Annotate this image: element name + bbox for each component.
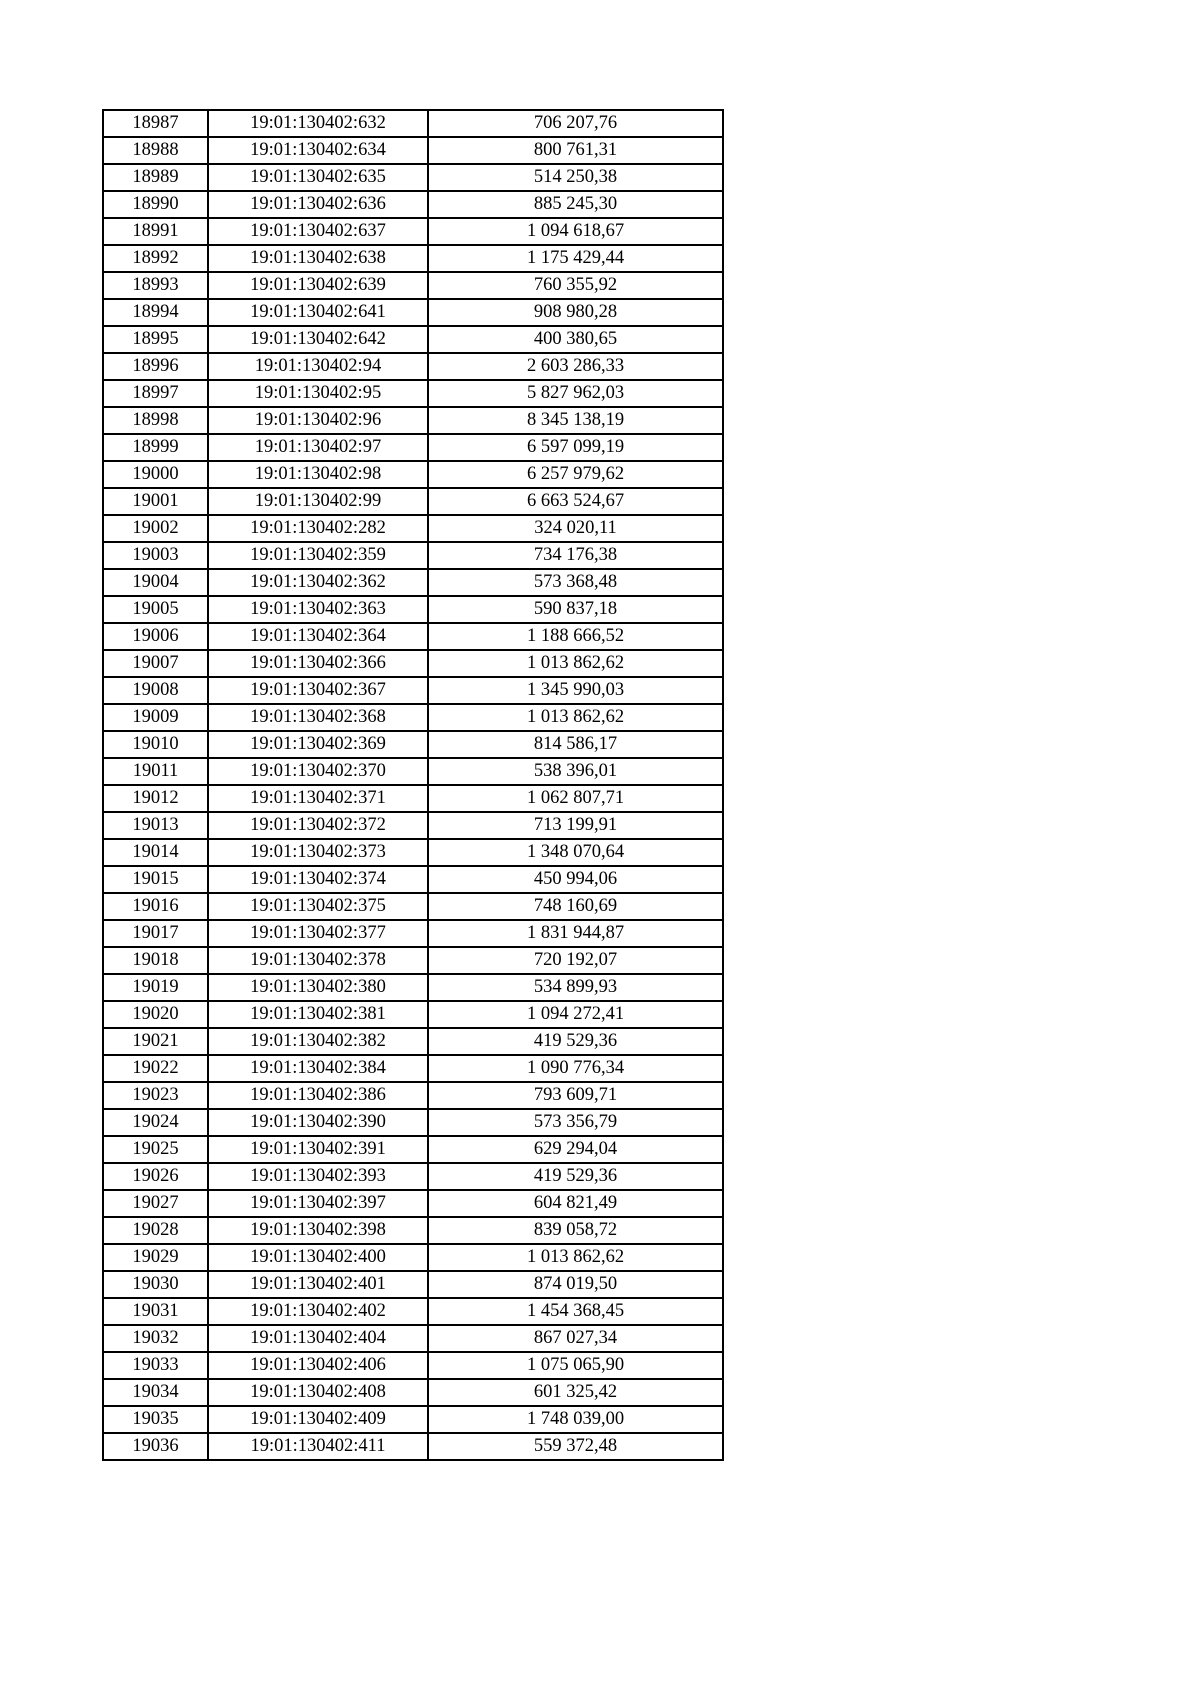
table-row — [103, 1433, 723, 1460]
cadastral-number-cell: 19:01:130402:386 — [208, 1082, 428, 1109]
row-number-cell: 19020 — [103, 1001, 208, 1028]
value-cell: 419 529,36 — [428, 1163, 723, 1190]
row-number-cell: 19016 — [103, 893, 208, 920]
table-row — [103, 866, 723, 893]
cadastral-number-cell: 19:01:130402:375 — [208, 893, 428, 920]
row-number-cell: 18988 — [103, 137, 208, 164]
table-row — [103, 218, 723, 245]
table-row — [103, 758, 723, 785]
table-row — [103, 110, 723, 137]
cadastral-number-cell: 19:01:130402:369 — [208, 731, 428, 758]
row-number-cell: 18995 — [103, 326, 208, 353]
table-row — [103, 812, 723, 839]
value-cell: 734 176,38 — [428, 542, 723, 569]
value-cell: 538 396,01 — [428, 758, 723, 785]
table-row — [103, 677, 723, 704]
cadastral-number-cell: 19:01:130402:94 — [208, 353, 428, 380]
row-number-cell: 19017 — [103, 920, 208, 947]
cadastral-number-cell: 19:01:130402:98 — [208, 461, 428, 488]
value-cell: 839 058,72 — [428, 1217, 723, 1244]
cadastral-number-cell: 19:01:130402:96 — [208, 407, 428, 434]
cadastral-number-cell: 19:01:130402:400 — [208, 1244, 428, 1271]
table-row — [103, 1271, 723, 1298]
value-cell: 514 250,38 — [428, 164, 723, 191]
table-row — [103, 650, 723, 677]
row-number-cell: 19001 — [103, 488, 208, 515]
table-row — [103, 164, 723, 191]
cadastral-number-cell: 19:01:130402:374 — [208, 866, 428, 893]
value-cell: 1 454 368,45 — [428, 1298, 723, 1325]
cadastral-number-cell: 19:01:130402:401 — [208, 1271, 428, 1298]
table-row — [103, 1217, 723, 1244]
value-cell: 590 837,18 — [428, 596, 723, 623]
row-number-cell: 19024 — [103, 1109, 208, 1136]
table-row — [103, 245, 723, 272]
cadastral-number-cell: 19:01:130402:378 — [208, 947, 428, 974]
cadastral-number-cell: 19:01:130402:373 — [208, 839, 428, 866]
table-row — [103, 1379, 723, 1406]
row-number-cell: 19007 — [103, 650, 208, 677]
table-row — [103, 1028, 723, 1055]
value-cell: 1 013 862,62 — [428, 1244, 723, 1271]
cadastral-number-cell: 19:01:130402:398 — [208, 1217, 428, 1244]
table-row — [103, 974, 723, 1001]
cadastral-number-cell: 19:01:130402:641 — [208, 299, 428, 326]
row-number-cell: 19023 — [103, 1082, 208, 1109]
value-cell: 8 345 138,19 — [428, 407, 723, 434]
value-cell: 2 603 286,33 — [428, 353, 723, 380]
table-row — [103, 596, 723, 623]
cadastral-number-cell: 19:01:130402:382 — [208, 1028, 428, 1055]
value-cell: 324 020,11 — [428, 515, 723, 542]
cadastral-number-cell: 19:01:130402:636 — [208, 191, 428, 218]
row-number-cell: 19008 — [103, 677, 208, 704]
value-cell: 793 609,71 — [428, 1082, 723, 1109]
row-number-cell: 18994 — [103, 299, 208, 326]
value-cell: 573 368,48 — [428, 569, 723, 596]
cadastral-number-cell: 19:01:130402:377 — [208, 920, 428, 947]
value-cell: 1 075 065,90 — [428, 1352, 723, 1379]
value-cell: 706 207,76 — [428, 110, 723, 137]
table-row — [103, 785, 723, 812]
cadastral-number-cell: 19:01:130402:368 — [208, 704, 428, 731]
row-number-cell: 19004 — [103, 569, 208, 596]
row-number-cell: 19003 — [103, 542, 208, 569]
cadastral-number-cell: 19:01:130402:362 — [208, 569, 428, 596]
table-row — [103, 1082, 723, 1109]
value-cell: 604 821,49 — [428, 1190, 723, 1217]
table-row — [103, 704, 723, 731]
table-row — [103, 1055, 723, 1082]
cadastral-number-cell: 19:01:130402:632 — [208, 110, 428, 137]
value-cell: 1 094 618,67 — [428, 218, 723, 245]
table-row — [103, 1325, 723, 1352]
data-table — [102, 109, 724, 1461]
cadastral-number-cell: 19:01:130402:363 — [208, 596, 428, 623]
row-number-cell: 19036 — [103, 1433, 208, 1460]
row-number-cell: 19026 — [103, 1163, 208, 1190]
table-row — [103, 515, 723, 542]
cadastral-number-cell: 19:01:130402:282 — [208, 515, 428, 542]
row-number-cell: 18990 — [103, 191, 208, 218]
table-row — [103, 1244, 723, 1271]
cadastral-number-cell: 19:01:130402:97 — [208, 434, 428, 461]
table-row — [103, 272, 723, 299]
cadastral-number-cell: 19:01:130402:95 — [208, 380, 428, 407]
cadastral-number-cell: 19:01:130402:393 — [208, 1163, 428, 1190]
table-body — [103, 110, 723, 1460]
cadastral-number-cell: 19:01:130402:391 — [208, 1136, 428, 1163]
table-row — [103, 569, 723, 596]
table-row — [103, 839, 723, 866]
table-row — [103, 1298, 723, 1325]
row-number-cell: 18993 — [103, 272, 208, 299]
row-number-cell: 19022 — [103, 1055, 208, 1082]
value-cell: 748 160,69 — [428, 893, 723, 920]
row-number-cell: 18987 — [103, 110, 208, 137]
value-cell: 1 748 039,00 — [428, 1406, 723, 1433]
value-cell: 5 827 962,03 — [428, 380, 723, 407]
cadastral-number-cell: 19:01:130402:411 — [208, 1433, 428, 1460]
cadastral-number-cell: 19:01:130402:642 — [208, 326, 428, 353]
table-row — [103, 1001, 723, 1028]
table-row — [103, 1190, 723, 1217]
cadastral-number-cell: 19:01:130402:408 — [208, 1379, 428, 1406]
table-row — [103, 137, 723, 164]
value-cell: 601 325,42 — [428, 1379, 723, 1406]
cadastral-number-cell: 19:01:130402:397 — [208, 1190, 428, 1217]
row-number-cell: 19010 — [103, 731, 208, 758]
cadastral-number-cell: 19:01:130402:366 — [208, 650, 428, 677]
cadastral-number-cell: 19:01:130402:639 — [208, 272, 428, 299]
table-row — [103, 731, 723, 758]
row-number-cell: 19014 — [103, 839, 208, 866]
cadastral-number-cell: 19:01:130402:370 — [208, 758, 428, 785]
cadastral-number-cell: 19:01:130402:359 — [208, 542, 428, 569]
table-row — [103, 191, 723, 218]
table-row — [103, 623, 723, 650]
row-number-cell: 18996 — [103, 353, 208, 380]
cadastral-number-cell: 19:01:130402:409 — [208, 1406, 428, 1433]
row-number-cell: 19019 — [103, 974, 208, 1001]
cadastral-number-cell: 19:01:130402:381 — [208, 1001, 428, 1028]
table-row — [103, 299, 723, 326]
cadastral-number-cell: 19:01:130402:390 — [208, 1109, 428, 1136]
value-cell: 573 356,79 — [428, 1109, 723, 1136]
table-row — [103, 461, 723, 488]
value-cell: 1 175 429,44 — [428, 245, 723, 272]
table-row — [103, 326, 723, 353]
table-row — [103, 434, 723, 461]
row-number-cell: 19000 — [103, 461, 208, 488]
row-number-cell: 18989 — [103, 164, 208, 191]
value-cell: 874 019,50 — [428, 1271, 723, 1298]
cadastral-number-cell: 19:01:130402:384 — [208, 1055, 428, 1082]
value-cell: 400 380,65 — [428, 326, 723, 353]
value-cell: 1 188 666,52 — [428, 623, 723, 650]
cadastral-number-cell: 19:01:130402:404 — [208, 1325, 428, 1352]
table-row — [103, 488, 723, 515]
row-number-cell: 19028 — [103, 1217, 208, 1244]
row-number-cell: 19015 — [103, 866, 208, 893]
row-number-cell: 19018 — [103, 947, 208, 974]
value-cell: 450 994,06 — [428, 866, 723, 893]
row-number-cell: 19006 — [103, 623, 208, 650]
row-number-cell: 18998 — [103, 407, 208, 434]
value-cell: 800 761,31 — [428, 137, 723, 164]
table-row — [103, 380, 723, 407]
table-row — [103, 353, 723, 380]
row-number-cell: 19021 — [103, 1028, 208, 1055]
row-number-cell: 18999 — [103, 434, 208, 461]
table-row — [103, 1352, 723, 1379]
value-cell: 814 586,17 — [428, 731, 723, 758]
table-row — [103, 947, 723, 974]
row-number-cell: 19005 — [103, 596, 208, 623]
table-row — [103, 1406, 723, 1433]
value-cell: 6 257 979,62 — [428, 461, 723, 488]
cadastral-number-cell: 19:01:130402:372 — [208, 812, 428, 839]
cadastral-number-cell: 19:01:130402:406 — [208, 1352, 428, 1379]
value-cell: 885 245,30 — [428, 191, 723, 218]
table-row — [103, 542, 723, 569]
table-row — [103, 1163, 723, 1190]
value-cell: 629 294,04 — [428, 1136, 723, 1163]
table-row — [103, 407, 723, 434]
value-cell: 867 027,34 — [428, 1325, 723, 1352]
row-number-cell: 18991 — [103, 218, 208, 245]
row-number-cell: 19030 — [103, 1271, 208, 1298]
row-number-cell: 19012 — [103, 785, 208, 812]
row-number-cell: 19034 — [103, 1379, 208, 1406]
row-number-cell: 19011 — [103, 758, 208, 785]
value-cell: 713 199,91 — [428, 812, 723, 839]
cadastral-number-cell: 19:01:130402:367 — [208, 677, 428, 704]
value-cell: 1 345 990,03 — [428, 677, 723, 704]
value-cell: 419 529,36 — [428, 1028, 723, 1055]
row-number-cell: 19031 — [103, 1298, 208, 1325]
value-cell: 6 663 524,67 — [428, 488, 723, 515]
cadastral-number-cell: 19:01:130402:637 — [208, 218, 428, 245]
value-cell: 1 094 272,41 — [428, 1001, 723, 1028]
value-cell: 1 062 807,71 — [428, 785, 723, 812]
value-cell: 1 013 862,62 — [428, 650, 723, 677]
row-number-cell: 19002 — [103, 515, 208, 542]
row-number-cell: 19032 — [103, 1325, 208, 1352]
value-cell: 6 597 099,19 — [428, 434, 723, 461]
row-number-cell: 19027 — [103, 1190, 208, 1217]
row-number-cell: 18992 — [103, 245, 208, 272]
row-number-cell: 19033 — [103, 1352, 208, 1379]
table-row — [103, 893, 723, 920]
table-row — [103, 920, 723, 947]
row-number-cell: 19029 — [103, 1244, 208, 1271]
cadastral-number-cell: 19:01:130402:364 — [208, 623, 428, 650]
cadastral-number-cell: 19:01:130402:99 — [208, 488, 428, 515]
table-row — [103, 1136, 723, 1163]
cadastral-number-cell: 19:01:130402:634 — [208, 137, 428, 164]
cadastral-number-cell: 19:01:130402:402 — [208, 1298, 428, 1325]
value-cell: 720 192,07 — [428, 947, 723, 974]
row-number-cell: 19035 — [103, 1406, 208, 1433]
cadastral-number-cell: 19:01:130402:638 — [208, 245, 428, 272]
row-number-cell: 19009 — [103, 704, 208, 731]
value-cell: 534 899,93 — [428, 974, 723, 1001]
value-cell: 1 831 944,87 — [428, 920, 723, 947]
value-cell: 1 013 862,62 — [428, 704, 723, 731]
value-cell: 1 348 070,64 — [428, 839, 723, 866]
row-number-cell: 19025 — [103, 1136, 208, 1163]
cadastral-number-cell: 19:01:130402:371 — [208, 785, 428, 812]
value-cell: 908 980,28 — [428, 299, 723, 326]
cadastral-number-cell: 19:01:130402:380 — [208, 974, 428, 1001]
row-number-cell: 18997 — [103, 380, 208, 407]
value-cell: 559 372,48 — [428, 1433, 723, 1460]
table-row — [103, 1109, 723, 1136]
cadastral-number-cell: 19:01:130402:635 — [208, 164, 428, 191]
row-number-cell: 19013 — [103, 812, 208, 839]
value-cell: 1 090 776,34 — [428, 1055, 723, 1082]
value-cell: 760 355,92 — [428, 272, 723, 299]
